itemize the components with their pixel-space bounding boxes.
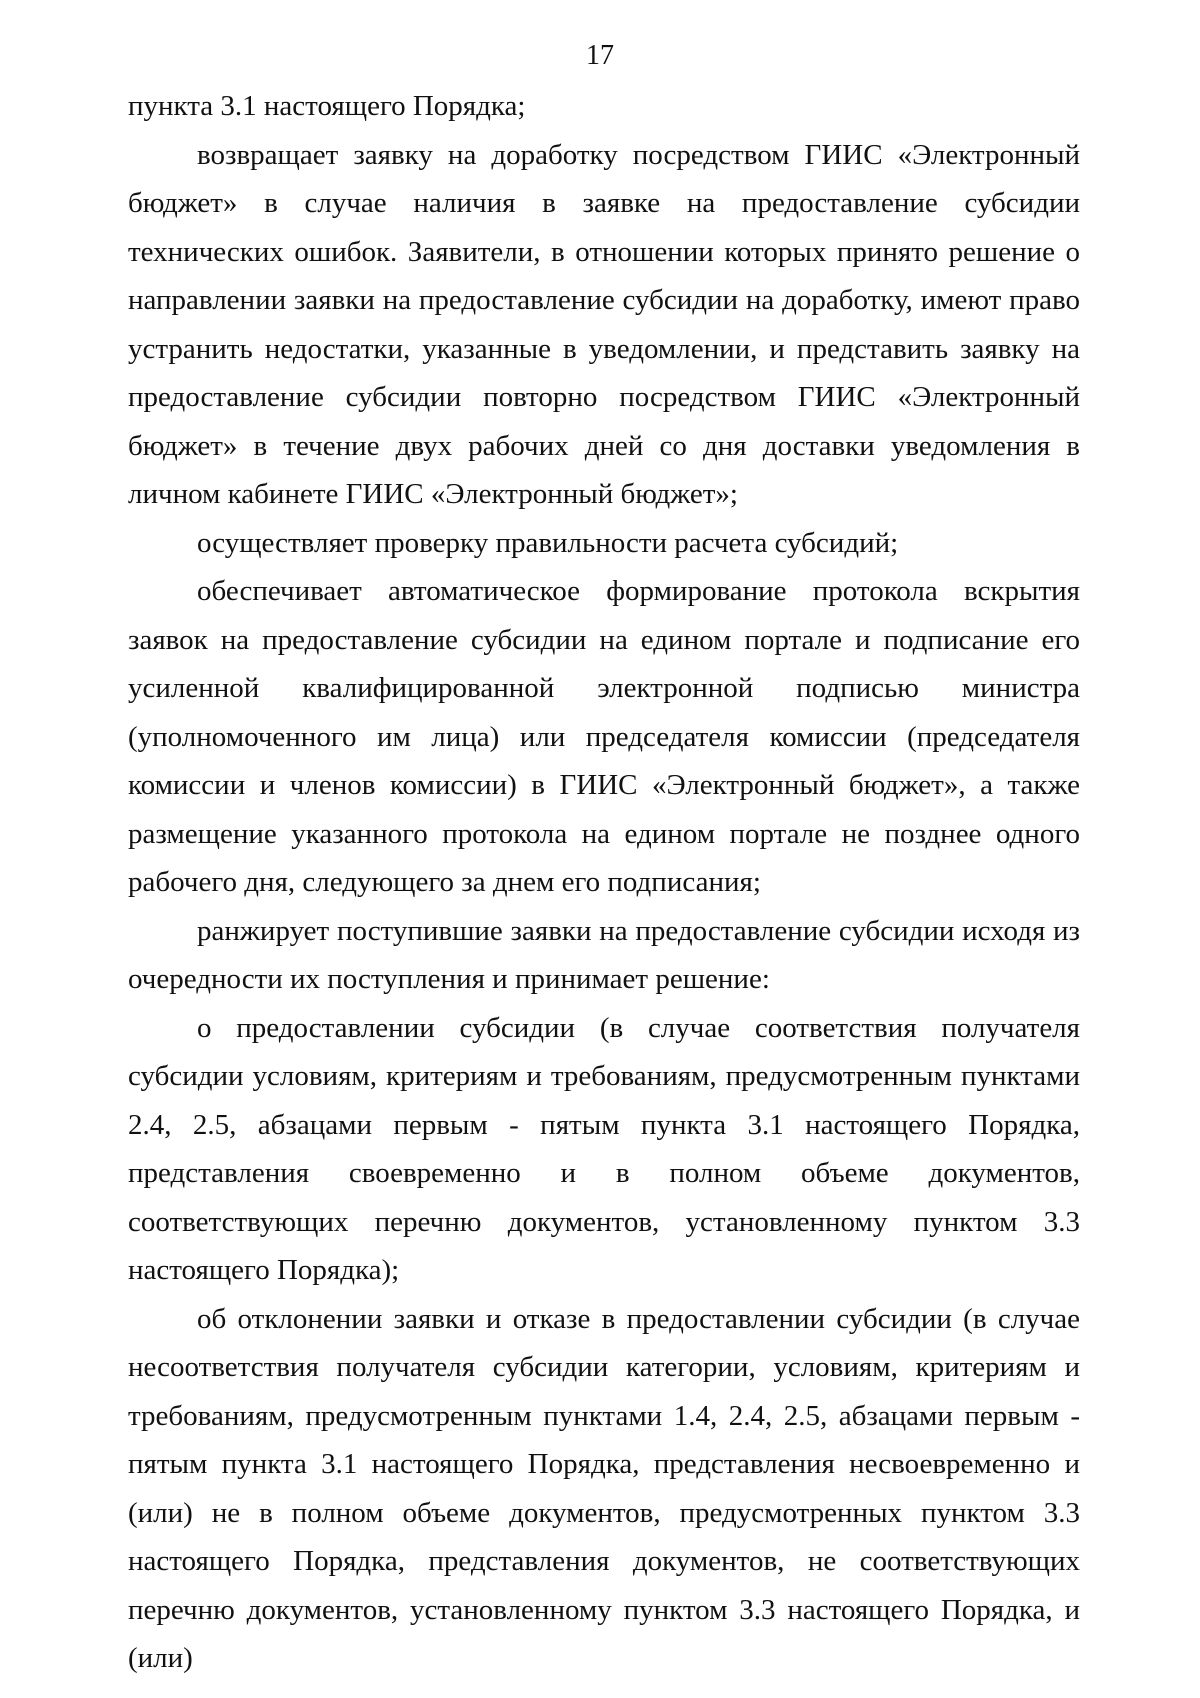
paragraph-ranking: ранжирует поступившие заявки на предоставление субсидии исходя из очередности их поступления и принимает решение:: [128, 914, 1080, 995]
paragraph-calculation-check: осуществляет проверку правильности расчета субсидий;: [197, 526, 899, 559]
paragraph-rejection-decision: об отклонении заявки и отказе в предоставлении субсидии (в случае несоответствия получателя субсидии категории, условиям, критериям и требованиям, предусмотренным пунктами 1.4, 2.4, 2.5, абзацами первым - пятым пункта 3.1 настоящего Порядка, представления несвоевременно и (или) не в полном объеме документов, предусмотренных пунктом 3.3 настоящего Порядка, представления документов, не соответствующих перечню документов, установленному пунктом 3.3 настоящего Порядка, и (или): [128, 1302, 1080, 1674]
document-body: [128, 82, 1080, 1683]
paragraph-return-for-revision: возвращает заявку на доработку посредством ГИИС «Электронный бюджет» в случае наличия в заявке на предоставление субсидии технических ошибок. Заявители, в отношении которых принято решение о направлении заявки на предоставление субсидии на доработку, имеют право устранить недостатки, указанные в уведомлении, и представить заявку на предоставление субсидии повторно посредством ГИИС «Электронный бюджет» в течение двух рабочих дней со дня доставки уведомления в личном кабинете ГИИС «Электронный бюджет»;: [128, 138, 1080, 510]
paragraph-opening-protocol: обеспечивает автоматическое формирование протокола вскрытия заявок на предоставление субсидии на едином портале и подписание его усиленной квалифицированной электронной подписью министра (уполномоченного им лица) или председателя комиссии (председателя комиссии и членов комиссии) в ГИИС «Электронный бюджет», а также размещение указанного протокола на едином портале не позднее одного рабочего дня, следующего за днем его подписания;: [128, 575, 1080, 898]
page-number: 17: [586, 40, 614, 71]
paragraph-grant-decision: о предоставлении субсидии (в случае соответствия получателя субсидии условиям, критериям и требованиям, предусмотренным пунктами 2.4, 2.5, абзацами первым - пятым пункта 3.1 настоящего Порядка, представления своевременно и в полном объеме документов, соответствующих перечню документов, установленному пунктом 3.3 настоящего Порядка);: [128, 1011, 1080, 1286]
paragraph-continuation: пункта 3.1 настоящего Порядка;: [128, 90, 526, 122]
